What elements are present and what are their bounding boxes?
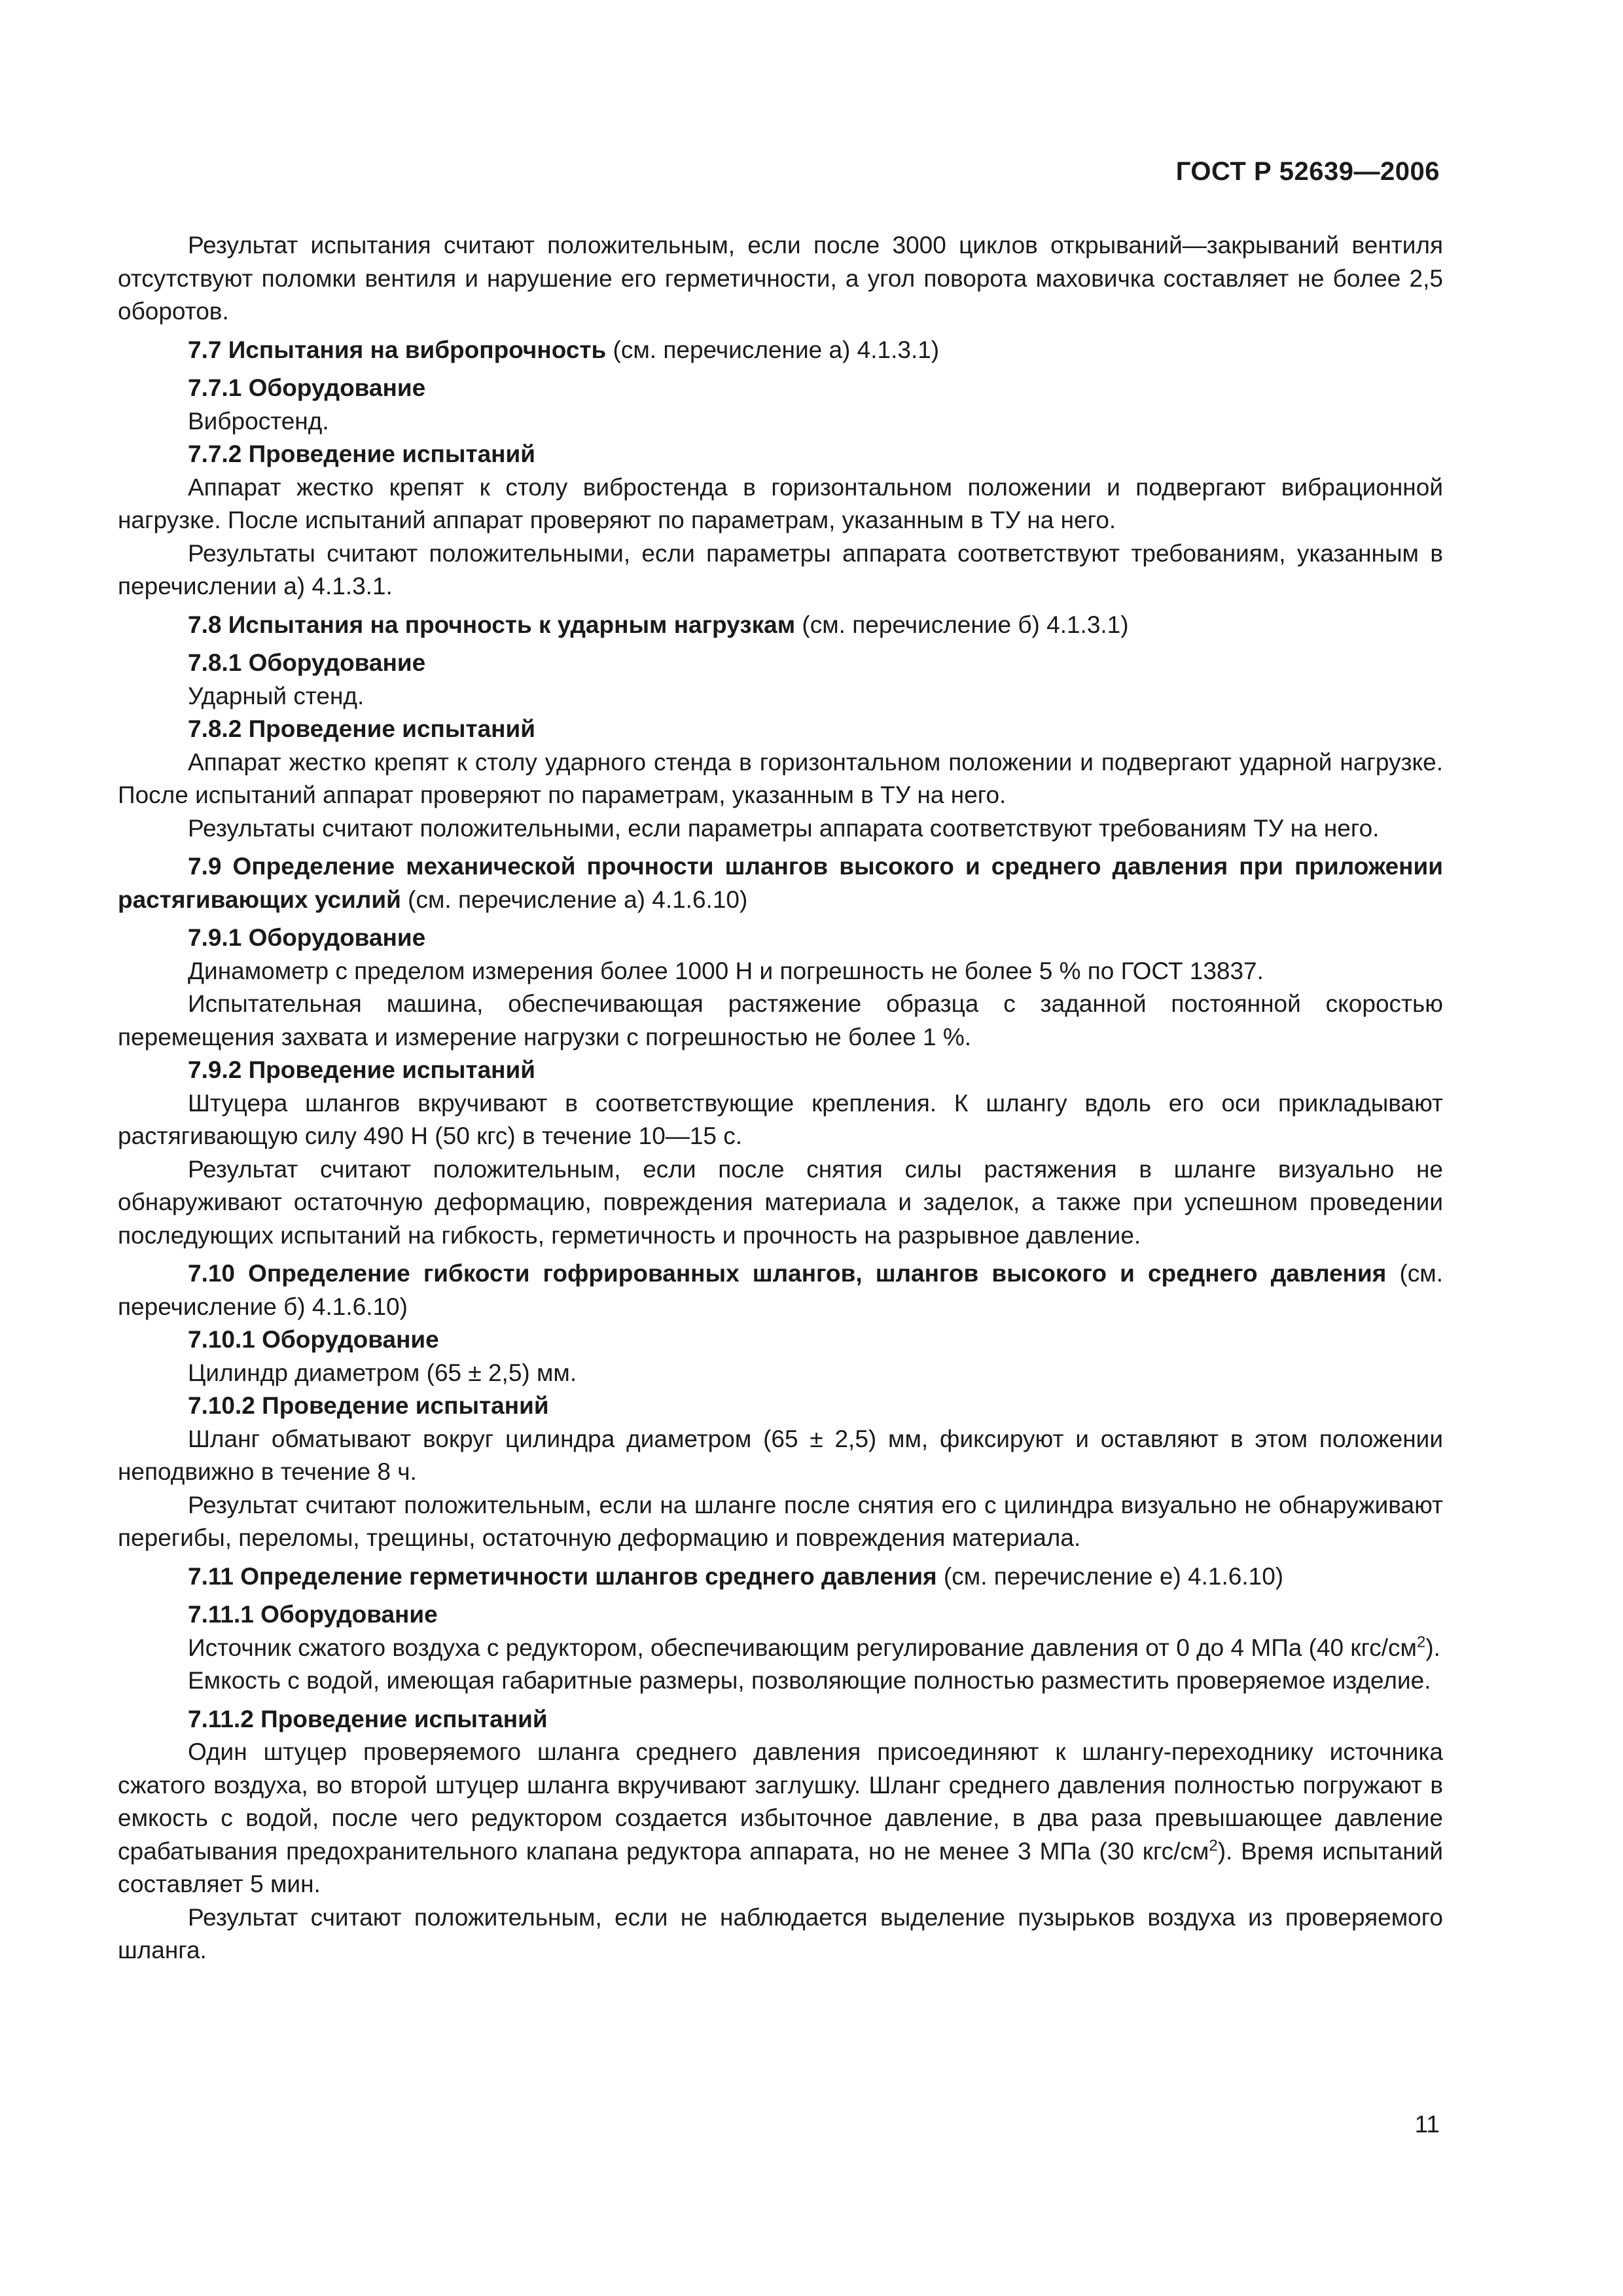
paragraph: Ударный стенд. — [188, 682, 365, 709]
section-heading: 7.11 Определение герметичности шлангов среднего давления — [188, 1562, 937, 1590]
section-heading: 7.9 Определение механической прочности шлангов высокого и среднего давления при приложении растягивающих усилий — [118, 853, 1443, 913]
section-reference: (см. перечисление а) 4.1.6.10) — [401, 886, 748, 913]
paragraph: Результаты считают положительными, если параметры аппарата соответствуют требованиям ТУ на него. — [188, 814, 1380, 842]
paragraph: Цилиндр диаметром (65 ± 2,5) мм. — [188, 1359, 577, 1386]
section-heading: 7.8 Испытания на прочность к ударным нагрузкам — [188, 611, 796, 638]
section-heading: 7.7 Испытания на вибропрочность — [188, 336, 607, 363]
subsection-heading: 7.10.2 Проведение испытаний — [188, 1392, 549, 1419]
subsection-heading: 7.7.2 Проведение испытаний — [188, 440, 536, 467]
paragraph: Один штуцер проверяемого шланга среднего давления присоединяют к шлангу-переходнику источника сжатого воздуха, во второй штуцер шланга вкручивают заглушку. Шланг среднего давления полностью погружают в емкость с водой, после чего редуктором создается избыточное давление, в два раза превышающее давление срабатывания предохранительного клапана редуктора аппарата, но не менее 3 МПа (30 кгс/$см^2$). Время испытаний составляет 5 мин. — [118, 1738, 1443, 1897]
paragraph: Шланг обматывают вокруг цилиндра диаметром (65 ± 2,5) мм, фиксируют и оставляют в этом положении неподвижно в течение 8 ч. — [118, 1425, 1443, 1485]
paragraph: Аппарат жестко крепят к столу вибростенда в горизонтальном положении и подвергают вибрационной нагрузке. После испытаний аппарат проверяют по параметрам, указанным в ТУ на него. — [118, 473, 1443, 533]
section-reference: (см. перечисление а) 4.1.3.1) — [606, 336, 940, 363]
subsection-heading: 7.11.1 Оборудование — [188, 1601, 438, 1628]
section-reference: (см. перечисление б) 4.1.6.10) — [118, 1260, 1443, 1320]
section-7-11 — [118, 1560, 1443, 1594]
paragraph: Вибростенд. — [188, 407, 329, 435]
paragraph: Результат считают положительным, если после снятия силы растяжения в шланге визуально не обнаруживают остаточную деформацию, повреждения материала и заделок, а также при успешном проведении последующих испытаний на гибкость, герметичность и прочность на разрывное давление. — [118, 1155, 1443, 1249]
paragraph: Результат считают положительным, если не наблюдается выделение пузырьков воздуха из проверяемого шланга. — [118, 1903, 1443, 1964]
paragraph: Аппарат жестко крепят к столу ударного стенда в горизонтальном положении и подвергают ударной нагрузке. После испытаний аппарат проверяют по параметрам, указанным в ТУ на него. — [118, 748, 1443, 808]
subsection-heading: 7.10.1 Оборудование — [188, 1326, 439, 1353]
paragraph: Источник сжатого воздуха с редуктором, обеспечивающим регулирование давления от 0 до 4 МПа (40 кгс/$см^2$). — [188, 1633, 1440, 1661]
subsection-heading: 7.8.1 Оборудование — [188, 649, 426, 676]
section-7-7 — [118, 334, 1443, 367]
paragraph: Испытательная машина, обеспечивающая растяжение образца с заданной постоянной скоростью перемещения захвата и измерение нагрузки с погрешностью не более 1 %. — [118, 990, 1443, 1050]
paragraph: Результат испытания считают положительным, если после 3000 циклов открываний—закрываний вентиля отсутствуют поломки вентиля и нарушение его герметичности, а угол поворота маховичка составляет не более 2,5 оборотов. — [118, 232, 1443, 325]
section-7-9 — [118, 850, 1443, 916]
section-reference: (см. перечисление б) 4.1.3.1) — [795, 611, 1129, 638]
paragraph: Результат считают положительным, если на шланге после снятия его с цилиндра визуально не обнаруживают перегибы, переломы, трещины, остаточную деформацию и повреждения материала. — [118, 1491, 1443, 1551]
subsection-heading: 7.8.2 Проведение испытаний — [188, 715, 536, 742]
subsection-heading: 7.9.1 Оборудование — [188, 924, 426, 951]
subsection-heading: 7.7.1 Оборудование — [188, 374, 426, 401]
document-body — [118, 229, 1443, 1967]
paragraph: Динамометр с пределом измерения более 1000 Н и погрешность не более 5 % по ГОСТ 13837. — [188, 957, 1264, 984]
section-heading: 7.10 Определение гибкости гофрированных шлангов, шлангов высокого и среднего давления — [188, 1260, 1387, 1287]
section-7-10 — [118, 1257, 1443, 1323]
paragraph: Емкость с водой, имеющая габаритные размеры, позволяющие полностью разместить проверяемое изделие. — [188, 1667, 1431, 1694]
section-reference: (см. перечисление е) 4.1.6.10) — [936, 1562, 1284, 1590]
document-header: ГОСТ Р 52639—2006 — [1175, 157, 1440, 186]
paragraph: Результаты считают положительными, если параметры аппарата соответствуют требованиям, указанным в перечислении а) 4.1.3.1. — [118, 539, 1443, 600]
subsection-heading: 7.9.2 Проведение испытаний — [188, 1056, 536, 1083]
paragraph: Штуцера шлангов вкручивают в соответствующие крепления. К шлангу вдоль его оси прикладывают растягивающую силу 490 Н (50 кгс) в течение 10—15 с. — [118, 1089, 1443, 1149]
page-number: 11 — [1414, 2111, 1440, 2138]
subsection-heading: 7.11.2 Проведение испытаний — [188, 1705, 548, 1732]
section-7-8 — [118, 609, 1443, 642]
